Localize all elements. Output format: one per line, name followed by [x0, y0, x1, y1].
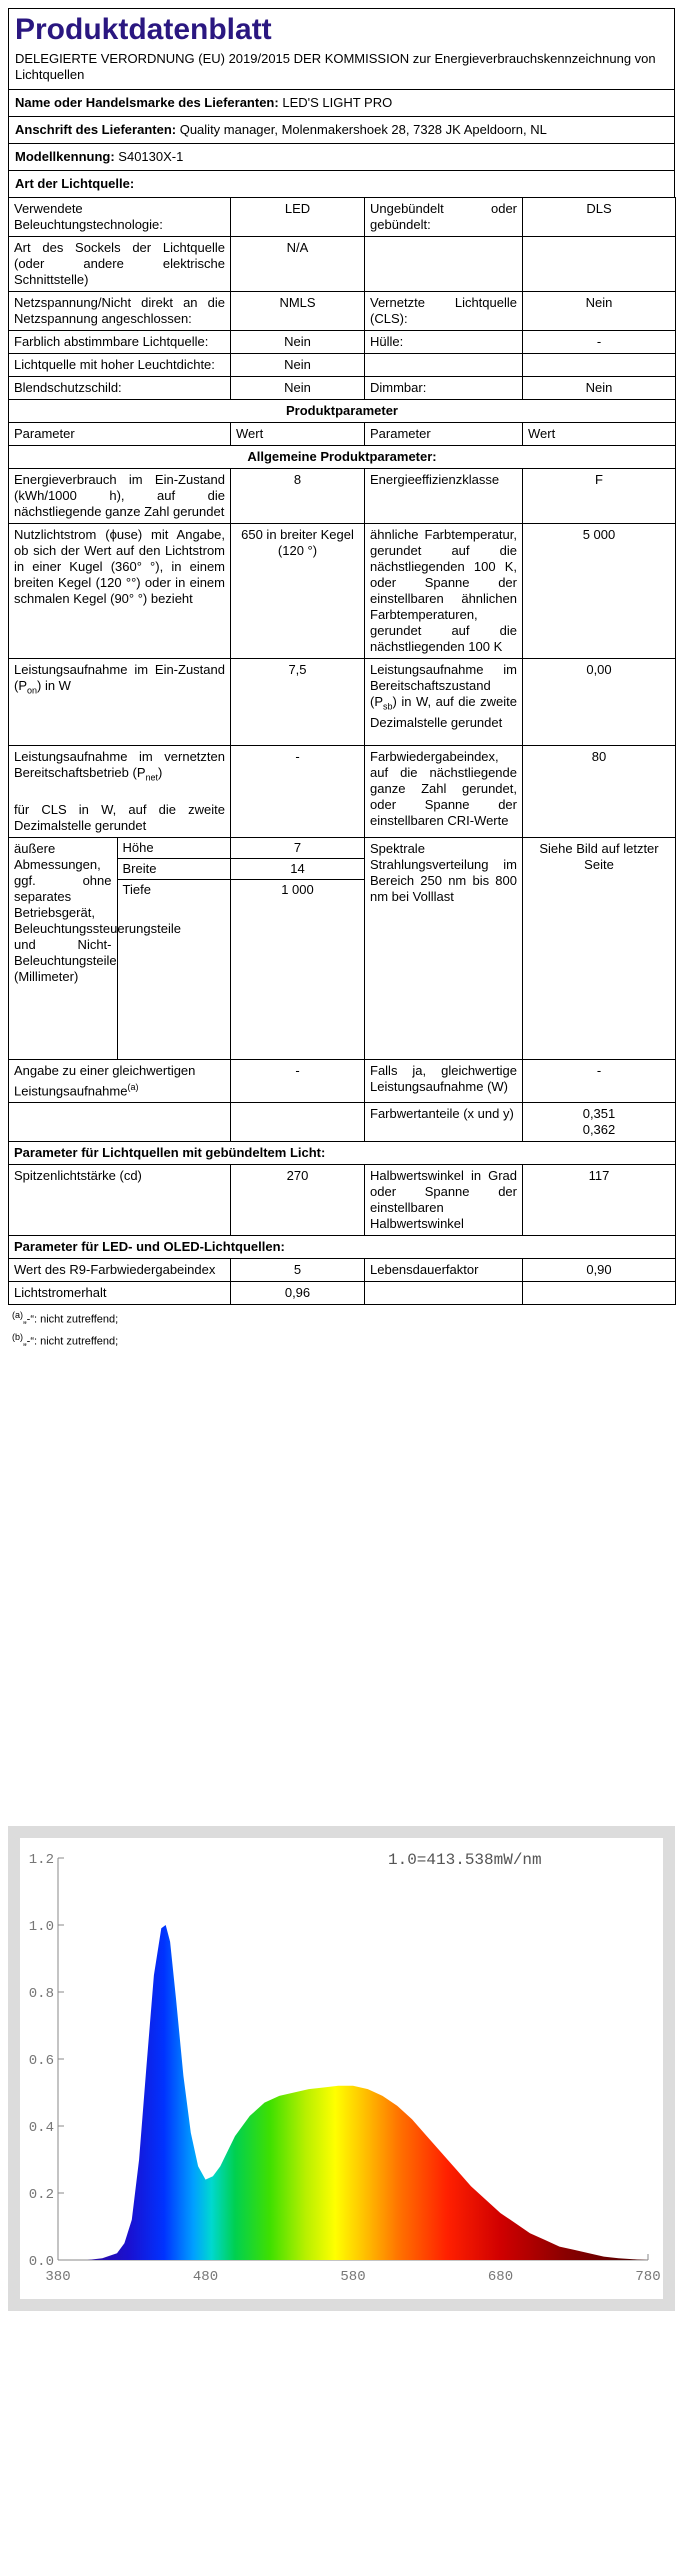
psb-label-text: Leistungsaufnahme im Bereitschaftszustand (P	[370, 662, 517, 709]
equiv-value: -	[231, 1059, 365, 1102]
empty-cell	[365, 354, 523, 377]
dimensions-label: äußere Abmessungen, ggf. ohne separates Betriebsgerät, Beleuchtungssteuerungsteile und Nicht-Beleuchtungsteile (Millimeter)	[9, 838, 117, 1059]
table-row	[9, 1102, 676, 1141]
supplier-name-row	[8, 89, 675, 116]
table-row	[9, 1164, 676, 1235]
dim-height-label: Höhe	[117, 838, 230, 859]
envelope-label: Hülle:	[365, 331, 523, 354]
peak-intensity-value: 270	[231, 1164, 365, 1235]
light-source-type-heading	[8, 170, 675, 197]
y-tick-label: 0.6	[28, 2053, 54, 2069]
pnet-sub: net	[145, 772, 159, 783]
supplier-address-label: Anschrift des Lieferanten:	[15, 122, 177, 137]
pon-sub: on	[27, 685, 38, 696]
y-tick-label: 1.0	[28, 1919, 54, 1935]
x-tick-label: 580	[340, 2269, 366, 2285]
supplier-name-label: Name oder Handelsmarke des Lieferanten:	[15, 95, 279, 110]
dim-height-value: 7	[231, 838, 364, 859]
table-row	[9, 198, 676, 237]
table-row	[9, 237, 676, 292]
peak-intensity-label: Spitzenlichtstärke (cd)	[9, 1164, 231, 1235]
spd-value: Siehe Bild auf letzter Seite	[523, 837, 676, 1059]
empty-cell	[523, 1281, 676, 1304]
empty-cell	[523, 237, 676, 292]
footnote-a-text: „-“: nicht zutreffend;	[23, 1313, 119, 1326]
cap-type-label: Art des Sockels der Lichtquelle (oder andere elektrische Schnittstelle)	[9, 237, 231, 292]
x-tick-label: 480	[192, 2269, 219, 2285]
psb-label	[365, 659, 523, 746]
psb-sub: sb	[383, 701, 393, 712]
spectrum-chart-panel	[20, 1838, 663, 2299]
table-row	[9, 524, 676, 659]
light-source-type-heading-text: Art der Lichtquelle:	[15, 176, 135, 191]
anti-glare-label: Blendschutzschild:	[9, 377, 231, 400]
pon-label	[9, 659, 231, 746]
table-row	[9, 400, 676, 423]
led-heading: Parameter für LED- und OLED-Lichtquellen:	[9, 1235, 676, 1258]
energy-label: Energieverbrauch im Ein-Zustand (kWh/1000 h), auf die nächstliegende ganze Zahl gerundet	[9, 469, 231, 524]
cap-type-value: N/A	[231, 237, 365, 292]
psb-value: 0,00	[523, 659, 676, 746]
table-row	[9, 469, 676, 524]
empty-cell	[365, 237, 523, 292]
model-label: Modellkennung:	[15, 149, 115, 164]
col-header-param: Parameter	[9, 423, 231, 446]
cls-label: Vernetzte Lichtquelle (CLS):	[365, 292, 523, 331]
chart-title: 1.0=413.538mW/nm	[388, 1851, 542, 1869]
footnote-b-text: „-“: nicht zutreffend;	[23, 1335, 119, 1348]
model-value: S40130X-1	[118, 149, 184, 164]
dim-width-label: Breite	[117, 858, 230, 879]
lumen-maintenance-label: Lichtstromerhalt	[9, 1281, 231, 1304]
empty-cell	[9, 1102, 231, 1141]
col-header-value: Wert	[231, 423, 365, 446]
pnet-label	[9, 746, 231, 838]
footnote-a	[8, 1308, 675, 1327]
y-tick-label: 0.8	[28, 1986, 54, 2002]
dimmable-value: Nein	[523, 377, 676, 400]
table-row	[9, 1235, 676, 1258]
lifetime-factor-label: Lebensdauerfaktor	[365, 1258, 523, 1281]
empty-cell	[523, 354, 676, 377]
lifetime-factor-value: 0,90	[523, 1258, 676, 1281]
table-row	[9, 423, 676, 446]
equiv-label	[9, 1059, 231, 1102]
dimensions-values	[231, 837, 365, 1059]
y-tick-label: 0.4	[28, 2120, 54, 2136]
tech-value: LED	[231, 198, 365, 237]
pnet-label-close: )	[158, 765, 163, 780]
footnote-a-mark: (a)	[12, 1309, 23, 1320]
supplier-name-value: LED'S LIGHT PRO	[282, 95, 393, 110]
empty-cell	[365, 1281, 523, 1304]
pnet-label-cls: für CLS in W, auf die zweite Dezimalstelle gerundet	[14, 801, 225, 833]
table-row	[9, 746, 676, 838]
r9-value: 5	[231, 1258, 365, 1281]
anti-glare-value: Nein	[231, 377, 365, 400]
dimmable-label: Dimmbar:	[365, 377, 523, 400]
dim-depth-value: 1 000	[281, 881, 314, 897]
equiv2-label: Falls ja, gleichwertige Leistungsaufnahme (W)	[365, 1059, 523, 1102]
x-tick-label: 380	[45, 2269, 71, 2285]
flux-value: 650 in breiter Kegel (120 °)	[231, 524, 365, 659]
directional-label: Ungebündelt oder gebündelt:	[365, 198, 523, 237]
supplier-address-row	[8, 116, 675, 143]
equiv2-value: -	[523, 1059, 676, 1102]
table-row	[9, 837, 676, 1059]
y-tick-label: 0.2	[28, 2187, 54, 2203]
general-params-heading: Allgemeine Produktparameter:	[9, 446, 676, 469]
supplier-address-value: Quality manager, Molenmakershoek 28, 7328 JK Apeldoorn, NL	[179, 122, 547, 137]
x-tick-label: 680	[487, 2269, 514, 2285]
table-row	[9, 446, 676, 469]
lumen-maintenance-value: 0,96	[231, 1281, 365, 1304]
pon-label-text: Leistungsaufnahme im Ein-Zustand (P	[14, 662, 225, 693]
beam-angle-label: Halbwertswinkel in Grad oder Spanne der einstellbaren Halbwertswinkel	[365, 1164, 523, 1235]
datasheet-table	[8, 197, 676, 1305]
beam-angle-value: 117	[523, 1164, 676, 1235]
table-row	[9, 1059, 676, 1102]
table-row	[9, 377, 676, 400]
y-tick-label: 1.2	[28, 1852, 54, 1868]
product-params-heading: Produktparameter	[9, 400, 676, 423]
high-luminance-value: Nein	[231, 354, 365, 377]
empty-cell	[231, 1102, 365, 1141]
chromaticity-y: 0,362	[582, 1121, 616, 1137]
equiv-footnote-mark: (a)	[127, 1081, 139, 1092]
spectrum-chart	[20, 1838, 663, 2299]
footnote-b	[8, 1330, 675, 1349]
regulation-subtitle: DELEGIERTE VERORDNUNG (EU) 2019/2015 DER KOMMISSION zur Energieverbrauchskennzeichnung von Lichtquellen	[15, 51, 656, 82]
x-tick-label: 780	[635, 2269, 661, 2285]
cri-value: 80	[523, 746, 676, 838]
chromaticity-x: 0,351	[582, 1105, 616, 1121]
dimensions-cell	[9, 837, 231, 1059]
product-datasheet	[8, 8, 675, 1348]
spectrum-chart-frame	[8, 1826, 675, 2311]
tech-label: Verwendete Beleuchtungstechnologie:	[9, 198, 231, 237]
y-tick-label: 0.0	[28, 2254, 54, 2270]
dim-width-value: 14	[231, 859, 364, 880]
energy-value: 8	[231, 469, 365, 524]
directional-heading: Parameter für Lichtquellen mit gebündeltem Licht:	[9, 1141, 676, 1164]
table-row	[9, 331, 676, 354]
col-header-value: Wert	[523, 423, 676, 446]
envelope-value: -	[523, 331, 676, 354]
cct-value: 5 000	[523, 524, 676, 659]
table-row	[9, 1281, 676, 1304]
pon-label-unit: ) in W	[37, 678, 71, 693]
spectrum-area	[58, 1925, 648, 2260]
r9-label: Wert des R9-Farbwiedergabeindex	[9, 1258, 231, 1281]
page-title: Produktdatenblatt	[15, 13, 272, 46]
tunable-label: Farblich abstimmbare Lichtquelle:	[9, 331, 231, 354]
cct-label: ähnliche Farbtemperatur, gerundet auf die nächstliegenden 100 K, oder Spanne der einstellbaren ähnlichen Farbtemperaturen, gerundet auf die nächstliegenden 100 K	[365, 524, 523, 659]
table-row	[9, 354, 676, 377]
spd-label: Spektrale Strahlungsverteilung im Bereich 250 nm bis 800 nm bei Volllast	[365, 837, 523, 1059]
chromaticity-label: Farbwertanteile (x und y)	[365, 1102, 523, 1141]
table-row	[9, 292, 676, 331]
mains-label: Netzspannung/Nicht direkt an die Netzspannung angeschlossen:	[9, 292, 231, 331]
model-row	[8, 143, 675, 170]
mains-value: NMLS	[231, 292, 365, 331]
energy-class-label: Energieeffizienzklasse	[365, 469, 523, 524]
footnote-b-mark: (b)	[12, 1331, 23, 1342]
table-row	[9, 659, 676, 746]
pnet-label-text: Leistungsaufnahme im vernetzten Bereitschaftsbetrieb (P	[14, 749, 225, 780]
dim-depth-label: Tiefe	[122, 881, 151, 897]
dimensions-subtable	[9, 838, 230, 1059]
equiv-label-text: Angabe zu einer gleichwertigen Leistungsaufnahme	[14, 1062, 196, 1098]
high-luminance-label: Lichtquelle mit hoher Leuchtdichte:	[9, 354, 231, 377]
col-header-param: Parameter	[365, 423, 523, 446]
directional-value: DLS	[523, 198, 676, 237]
energy-class-value: F	[523, 469, 676, 524]
cri-label: Farbwiedergabeindex, auf die nächstliegende ganze Zahl gerundet, oder Spanne der einstellbaren CRI-Werte	[365, 746, 523, 838]
pnet-value: -	[231, 746, 365, 838]
table-row	[9, 1141, 676, 1164]
title-box	[8, 8, 675, 89]
tunable-value: Nein	[231, 331, 365, 354]
table-row	[9, 1258, 676, 1281]
cls-value: Nein	[523, 292, 676, 331]
flux-label: Nutzlichtstrom (ϕuse) mit Angabe, ob sich der Wert auf den Lichtstrom in einer Kugel (360° °), in einem breiten Kegel (120 °°) oder in einem schmalen Kegel (90° °) bezieht	[9, 524, 231, 659]
pon-value: 7,5	[231, 659, 365, 746]
psb-label-unit: ) in W, auf die zweite Dezimalstelle gerundet	[370, 694, 517, 730]
chromaticity-value	[523, 1102, 676, 1141]
